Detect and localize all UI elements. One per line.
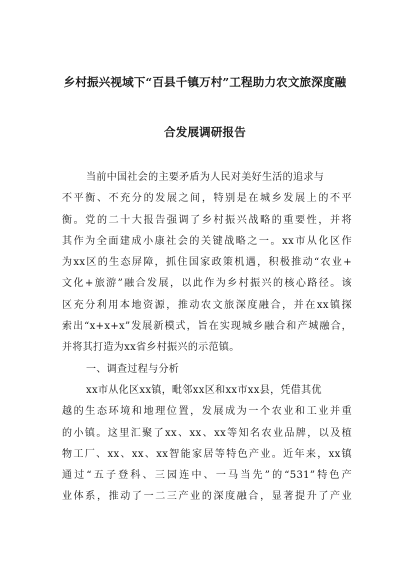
paragraph-1-line-1: 当前中国社会的主要矛盾为人民对美好生活的追求与 — [86, 172, 325, 183]
paragraph-2-line-1: xx市从化区xx镇，毗邻xx区和xx市xx县，凭借其优 — [86, 385, 322, 396]
paragraph-2-line-6: 业体系，推动了一二三产业的深度融合，显著提升了产业 — [62, 491, 352, 502]
paragraph-1-line-5: 为xx区的生态屏障，抓住国家政策机遇，积极推动“农业+ — [62, 257, 352, 268]
paragraph-1-line-4: 其作为全面建成小康社会的关键战略之一。xx市从化区作 — [62, 236, 352, 247]
document-title-line-2: 合发展调研报告 — [164, 125, 246, 139]
paragraph-1-line-7: 区充分利用本地资源，推动农文旅深度融合，并在xx镇探 — [62, 300, 352, 311]
paragraph-1-line-6: 文化+旅游”融合发展，以此作为乡村振兴的核心路径。该 — [62, 278, 352, 289]
paragraph-1-line-2: 不平衡、不充分的发展之间，特别是在城乡发展上的不平 — [62, 193, 352, 204]
paragraph-1-line-3: 衡。党的二十大报告强调了乡村振兴战略的重要性，并将 — [62, 215, 352, 226]
document-title-line-1: 乡村振兴视域下“百县千镇万村”工程助力农文旅深度融 — [63, 75, 347, 89]
section-heading: 一、调查过程与分析 — [86, 364, 180, 375]
paragraph-2-line-3: 的小镇。这里汇聚了xx、xx、xx等知名农业品牌，以及植 — [62, 428, 352, 439]
paragraph-2-line-4: 物工厂、xx、xx、xx智能家居等特色产业。近年来，xx镇 — [62, 449, 352, 460]
paragraph-1-line-8: 索出“x+x+x”发展新模式，旨在实现城乡融合和产城融合， — [62, 321, 352, 332]
paragraph-2-line-5: 通过“五子登科、三园连中、一马当先”的“531”特色产 — [62, 470, 352, 481]
paragraph-1-line-9: 并将其打造为xx省乡村振兴的示范镇。 — [62, 342, 240, 353]
paragraph-2-line-2: 越的生态环境和地理位置，发展成为一个农业和工业并重 — [62, 406, 352, 417]
